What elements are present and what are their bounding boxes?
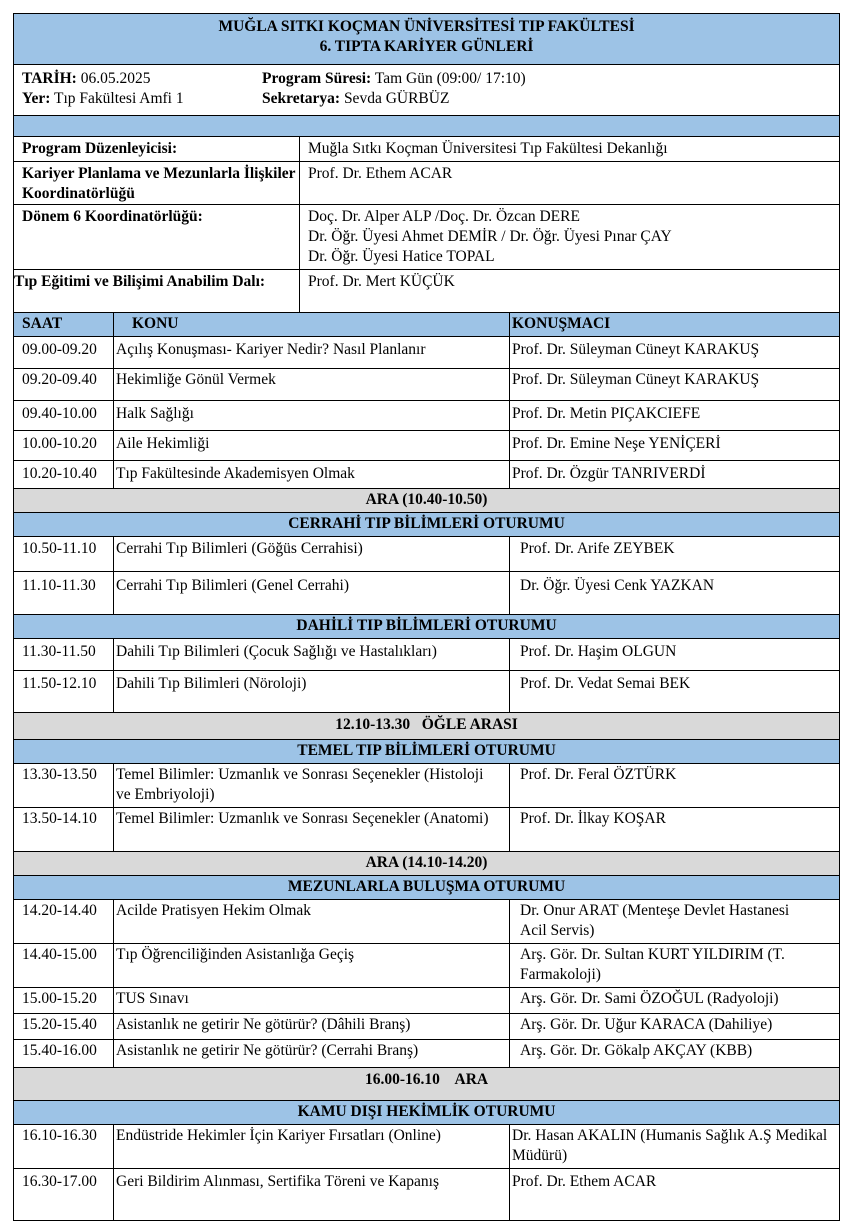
schedule-row — [14, 369, 840, 401]
schedule-speaker: Dr. Hasan AKALIN (Humanis Sağlık A.Ş Medikal Müdürü) — [510, 1125, 840, 1169]
schedule-topic: Endüstride Hekimler İçin Kariyer Fırsatları (Online) — [114, 1125, 510, 1169]
schedule-topic: Temel Bilimler: Uzmanlık ve Sonrası Seçenekler (Anatomi) — [114, 808, 510, 852]
organizer-label: Dönem 6 Koordinatörlüğü: — [14, 205, 300, 270]
header-title: MUĞLA SITKI KOÇMAN ÜNİVERSİTESİ TIP FAKÜLTESİ — [218, 18, 635, 35]
session-title: CERRAHİ TIP BİLİMLERİ OTURUMU — [14, 513, 840, 537]
program-table — [13, 13, 840, 1221]
schedule-row — [14, 537, 840, 572]
schedule-speaker: Arş. Gör. Dr. Uğur KARACA (Dahiliye) — [510, 1014, 840, 1040]
organizer-label: Kariyer Planlama ve Mezunlarla İlişkiler Koordinatörlüğü — [14, 162, 300, 205]
session-header — [14, 1101, 840, 1125]
session-header — [14, 876, 840, 900]
lunch-row — [14, 713, 840, 740]
schedule-time: 15.00-15.20 — [14, 988, 114, 1014]
break-row — [14, 852, 840, 876]
schedule-time: 16.30-17.00 — [14, 1169, 114, 1221]
schedule-row — [14, 1014, 840, 1040]
session-header — [14, 615, 840, 639]
schedule-topic: Tıp Fakültesinde Akademisyen Olmak — [114, 461, 510, 489]
schedule-time: 14.40-15.00 — [14, 944, 114, 988]
schedule-speaker: Prof. Dr. Feral ÖZTÜRK — [510, 764, 840, 808]
schedule-topic: Dahili Tıp Bilimleri (Nöroloji) — [114, 671, 510, 713]
date-value: 06.05.2025 — [80, 70, 151, 87]
schedule-time: 11.50-12.10 — [14, 671, 114, 713]
schedule-time: 15.40-16.00 — [14, 1040, 114, 1068]
schedule-speaker: Prof. Dr. İlkay KOŞAR — [510, 808, 840, 852]
schedule-speaker: Dr. Öğr. Üyesi Cenk YAZKAN — [510, 572, 840, 615]
schedule-time: 09.20-09.40 — [14, 369, 114, 401]
session-header — [14, 513, 840, 537]
schedule-speaker: Prof. Dr. Arife ZEYBEK — [510, 537, 840, 572]
schedule-time: 16.10-16.30 — [14, 1125, 114, 1169]
schedule-row — [14, 639, 840, 671]
date-label: TARİH: — [22, 70, 77, 87]
program-document — [13, 13, 839, 1221]
schedule-row — [14, 572, 840, 615]
schedule-row — [14, 401, 840, 431]
schedule-time: 13.30-13.50 — [14, 764, 114, 808]
column-header-topic: KONU — [114, 313, 510, 337]
session-header — [14, 740, 840, 764]
session-title: KAMU DIŞI HEKİMLİK OTURUMU — [14, 1101, 840, 1125]
schedule-row — [14, 944, 840, 988]
organizer-row — [14, 270, 840, 313]
schedule-row — [14, 461, 840, 489]
place-label: Yer: — [22, 90, 51, 107]
schedule-row — [14, 671, 840, 713]
schedule-row — [14, 900, 840, 944]
schedule-speaker: Prof. Dr. Süleyman Cüneyt KARAKUŞ — [510, 337, 840, 369]
info-block — [14, 65, 840, 116]
break-row — [14, 1068, 840, 1101]
schedule-speaker: Dr. Onur ARAT (Menteşe Devlet Hastanesi Acil Servis) — [510, 900, 840, 944]
organizer-row — [14, 205, 840, 270]
spacer-row — [14, 116, 840, 137]
schedule-topic: Acilde Pratisyen Hekim Olmak — [114, 900, 510, 944]
schedule-speaker: Prof. Dr. Özgür TANRIVERDİ — [510, 461, 840, 489]
schedule-row — [14, 988, 840, 1014]
organizer-value: Dr. Öğr. Üyesi Hatice TOPAL — [308, 248, 495, 265]
organizer-label: Program Düzenleyicisi: — [14, 137, 300, 162]
schedule-topic: TUS Sınavı — [114, 988, 510, 1014]
schedule-topic: Dahili Tıp Bilimleri (Çocuk Sağlığı ve Hastalıkları) — [114, 639, 510, 671]
schedule-row — [14, 1125, 840, 1169]
organizer-value: Doç. Dr. Alper ALP /Doç. Dr. Özcan DERE — [308, 208, 580, 225]
schedule-row — [14, 764, 840, 808]
schedule-topic: Cerrahi Tıp Bilimleri (Göğüs Cerrahisi) — [114, 537, 510, 572]
schedule-speaker: Prof. Dr. Haşim OLGUN — [510, 639, 840, 671]
header-subtitle: 6. TIPTA KARİYER GÜNLERİ — [319, 38, 534, 55]
schedule-time: 11.30-11.50 — [14, 639, 114, 671]
schedule-speaker: Prof. Dr. Vedat Semai BEK — [510, 671, 840, 713]
schedule-topic: Cerrahi Tıp Bilimleri (Genel Cerrahi) — [114, 572, 510, 615]
session-title: TEMEL TIP BİLİMLERİ OTURUMU — [14, 740, 840, 764]
schedule-topic: Halk Sağlığı — [114, 401, 510, 431]
schedule-topic: Asistanlık ne getirir Ne götürür? (Dâhili Branş) — [114, 1014, 510, 1040]
schedule-speaker: Prof. Dr. Süleyman Cüneyt KARAKUŞ — [510, 369, 840, 401]
schedule-row — [14, 808, 840, 852]
schedule-speaker: Arş. Gör. Dr. Sami ÖZOĞUL (Radyoloji) — [510, 988, 840, 1014]
session-title: DAHİLİ TIP BİLİMLERİ OTURUMU — [14, 615, 840, 639]
break-label: ARA (14.10-14.20) — [14, 852, 840, 876]
schedule-time: 15.20-15.40 — [14, 1014, 114, 1040]
schedule-speaker: Arş. Gör. Dr. Gökalp AKÇAY (KBB) — [510, 1040, 840, 1068]
column-header-row — [14, 313, 840, 337]
schedule-speaker: Prof. Dr. Metin PIÇAKCIEFE — [510, 401, 840, 431]
schedule-topic: Aile Hekimliği — [114, 431, 510, 461]
break-label: ARA (10.40-10.50) — [14, 489, 840, 513]
schedule-time: 10.20-10.40 — [14, 461, 114, 489]
schedule-row — [14, 337, 840, 369]
schedule-time: 11.10-11.30 — [14, 572, 114, 615]
schedule-speaker: Prof. Dr. Ethem ACAR — [510, 1169, 840, 1221]
document-header — [14, 14, 840, 65]
break-row — [14, 489, 840, 513]
place-value: Tıp Fakültesi Amfi 1 — [54, 90, 184, 107]
schedule-topic: Asistanlık ne getirir Ne götürür? (Cerrahi Branş) — [114, 1040, 510, 1068]
schedule-topic: Açılış Konuşması- Kariyer Nedir? Nasıl Planlanır — [114, 337, 510, 369]
schedule-row — [14, 1040, 840, 1068]
schedule-time: 10.50-11.10 — [14, 537, 114, 572]
schedule-time: 13.50-14.10 — [14, 808, 114, 852]
organizer-value: Dr. Öğr. Üyesi Ahmet DEMİR / Dr. Öğr. Üyesi Pınar ÇAY — [308, 228, 672, 245]
lunch-label: 12.10-13.30 ÖĞLE ARASI — [14, 713, 840, 740]
schedule-speaker: Arş. Gör. Dr. Sultan KURT YILDIRIM (T. Farmakoloji) — [510, 944, 840, 988]
schedule-row — [14, 1169, 840, 1221]
secretary-value: Sevda GÜRBÜZ — [343, 90, 450, 107]
column-header-speaker: KONUŞMACI — [510, 313, 840, 337]
organizer-value: Prof. Dr. Ethem ACAR — [300, 162, 840, 205]
schedule-topic: Tıp Öğrenciliğinden Asistanlığa Geçiş — [114, 944, 510, 988]
column-header-time: SAAT — [14, 313, 114, 337]
schedule-time: 10.00-10.20 — [14, 431, 114, 461]
schedule-time: 14.20-14.40 — [14, 900, 114, 944]
organizer-row — [14, 137, 840, 162]
duration-value: Tam Gün (09:00/ 17:10) — [374, 70, 526, 87]
schedule-topic: Geri Bildirim Alınması, Sertifika Töreni ve Kapanış — [114, 1169, 510, 1221]
schedule-time: 09.00-09.20 — [14, 337, 114, 369]
schedule-speaker: Prof. Dr. Emine Neşe YENİÇERİ — [510, 431, 840, 461]
secretary-label: Sekretarya: — [262, 90, 341, 107]
duration-label: Program Süresi: — [262, 70, 372, 87]
organizer-value: Prof. Dr. Mert KÜÇÜK — [300, 270, 840, 313]
schedule-topic: Temel Bilimler: Uzmanlık ve Sonrası Seçenekler (Histoloji ve Embriyoloji) — [114, 764, 510, 808]
session-title: MEZUNLARLA BULUŞMA OTURUMU — [14, 876, 840, 900]
schedule-time: 09.40-10.00 — [14, 401, 114, 431]
organizer-label: Tıp Eğitimi ve Bilişimi Anabilim Dalı: — [14, 270, 300, 313]
organizer-value: Muğla Sıtkı Koçman Üniversitesi Tıp Fakültesi Dekanlığı — [300, 137, 840, 162]
schedule-topic: Hekimliğe Gönül Vermek — [114, 369, 510, 401]
organizer-row — [14, 162, 840, 205]
break-label: 16.00-16.10 ARA — [14, 1068, 840, 1101]
schedule-row — [14, 431, 840, 461]
